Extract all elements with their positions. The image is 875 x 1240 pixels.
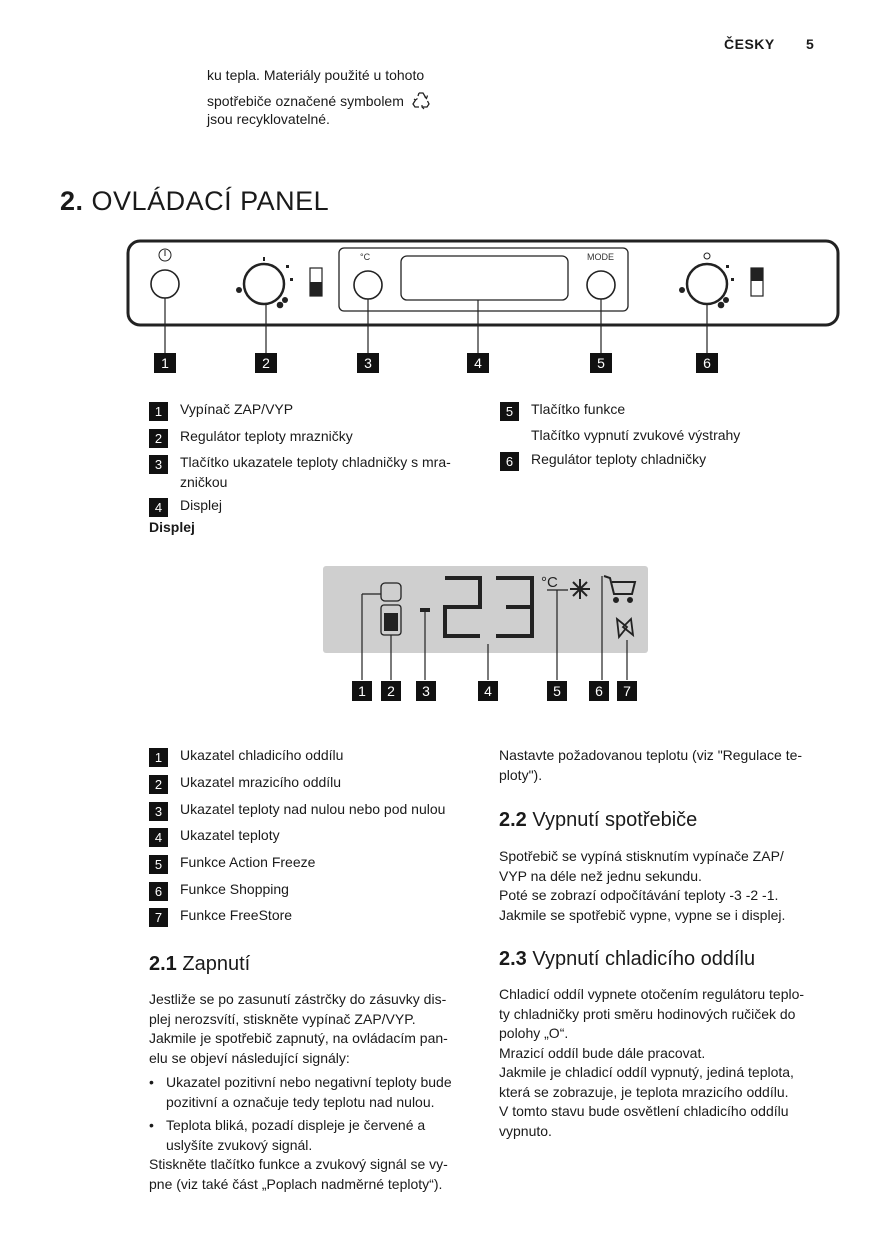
text-line: Ukazatel pozitivní nebo negativní teploty bude [166,1074,452,1090]
legend-text: Ukazatel teploty [180,827,280,843]
display-background [323,566,648,653]
action-freeze-icon [570,579,590,599]
legend-badge: 1 [149,402,168,421]
bullet-item [149,1073,479,1113]
text-line: Chladicí oddíl vypnete otočením regulátoru teplo- [499,986,805,1002]
text-line: ty chladničky proti směru hodinových ručiček do [499,1005,796,1022]
section-2-heading [60,186,329,217]
legend-badge: 4 [149,498,168,517]
panel-badge-1: 1 [154,353,176,373]
text-line: Jakmile je spotřebič zapnutý, na ovládacím pan- [149,1030,448,1046]
text-line: Spotřebič se vypíná stisknutím vypínače ZAP/ [499,848,784,864]
right-intro-paragraph [499,746,802,785]
text-line: elu se objeví následující signály: [149,1049,350,1066]
display-badge-7: 7 [617,681,637,701]
panel-badge-4: 4 [467,353,489,373]
legend-badge: 3 [149,802,168,821]
section-2-1-heading [149,953,250,976]
legend-text: Funkce Shopping [180,881,289,897]
legend-text: Ukazatel teploty nad nulou nebo pod nulou [180,801,446,817]
legend-text: Ukazatel chladicího oddílu [180,747,344,763]
legend-text: Regulátor teploty mrazničky [180,428,353,444]
display-badge-5: 5 [547,681,567,701]
minus-sign-indicator [420,608,430,612]
display-badge-6: 6 [589,681,609,701]
text-line: Jestliže se po zasunutí zástrčky do zásuvky dis- [149,991,447,1007]
header-language: ČESKY [724,36,775,52]
text-line: pozitivní a označuje tedy teplotu nad nulou. [166,1093,435,1110]
legend-badge: 2 [149,429,168,448]
section-2-title: OVLÁDACÍ PANEL [91,186,330,216]
text-line: vypnuto. [499,1122,552,1139]
section-2-3-heading [499,948,755,971]
legend-text: Ukazatel mrazicího oddílu [180,774,342,790]
panel-badge-6: 6 [696,353,718,373]
section-2-3-number: 2.3 [499,948,527,970]
mode-button [587,271,615,299]
section-2-2-paragraph [499,847,785,925]
display-badge-3: 3 [416,681,436,701]
text-line: Jakmile se spotřebič vypne, vypne se i displej. [499,906,786,923]
legend-text-cont: zničkou [180,474,228,490]
text-line: pne (viz také část „Poplach nadměrné teploty“). [149,1175,443,1192]
text-line: ploty"). [499,766,543,783]
freezer-dial-indicator [310,268,322,296]
text-line: uslyšíte zvukový signál. [166,1136,313,1153]
celsius-label: °C [360,252,371,262]
text-line: která se zobrazuje, je teplota mrazicího oddílu. [499,1083,789,1100]
text-line: VYP na déle než jednu sekundu. [499,867,702,884]
legend-badge: 4 [149,828,168,847]
section-2-number: 2. [60,186,84,216]
legend-text: Regulátor teploty chladničky [531,451,707,467]
text-line: Mrazicí oddíl bude dále pracovat. [499,1044,706,1061]
legend-badge: 1 [149,748,168,767]
legend-text: Vypínač ZAP/VYP [180,401,294,417]
legend-badge: 7 [149,908,168,927]
panel-badge-5: 5 [590,353,612,373]
intro-line-3: jsou recyklovatelné. [207,111,330,127]
bullet-dot: • [149,1117,154,1133]
intro-line-1: ku tepla. Materiály použité u tohoto [207,67,425,83]
section-2-2-number: 2.2 [499,809,527,831]
power-button [151,270,179,298]
mode-label: MODE [587,252,614,262]
section-2-3-title: Vypnutí chladicího oddílu [532,948,756,970]
text-line: Jakmile je chladicí oddíl vypnutý, jediná teplota, [499,1064,794,1080]
legend-badge: 6 [500,452,519,471]
fridge-dial-indicator [751,268,763,296]
section-2-1-number: 2.1 [149,953,177,975]
text-line: polohy „O“. [499,1025,569,1041]
bullet-text [166,1116,425,1155]
section-2-1-title: Zapnutí [182,953,251,975]
display-badge-4: 4 [478,681,498,701]
legend-text: Tlačítko funkce [531,401,626,417]
panel-badge-2: 2 [255,353,277,373]
section-2-1-paragraph-2 [149,1155,448,1194]
legend-text: Tlačítko ukazatele teploty chladničky s mra- [180,454,451,470]
section-2-1-paragraph-1 [149,990,448,1068]
section-2-2-heading [499,809,697,832]
text-line: plej nerozsvítí, stiskněte vypínač ZAP/VYP. [149,1010,416,1027]
text-line: Nastavte požadovanou teplotu (viz "Regulace te- [499,747,803,763]
panel-display-window [401,256,568,300]
intro-line-2-text: spotřebiče označené symbolem [207,93,404,109]
legend-text: Displej [180,497,223,513]
text-line: V tomto stavu bude osvětlení chladicího oddílu [499,1103,789,1119]
text-line: Teplota bliká, pozadí displeje je červené a [166,1117,426,1133]
intro-line-2 [207,90,431,112]
recycle-icon [411,90,431,110]
panel-badge-3: 3 [357,353,379,373]
display-badge-1: 1 [352,681,372,701]
display-unit: °C [541,574,558,591]
legend-badge: 6 [149,882,168,901]
section-2-2-title: Vypnutí spotřebiče [532,809,698,831]
legend-text: Funkce Action Freeze [180,854,316,870]
bullet-item [149,1116,479,1156]
section-2-3-paragraph [499,985,804,1141]
page-number: 5 [806,36,815,52]
bullet-dot: • [149,1074,154,1090]
legend-text-cont: Tlačítko vypnutí zvukové výstrahy [531,427,741,443]
legend-badge: 3 [149,455,168,474]
display-badge-2: 2 [381,681,401,701]
text-line: Stiskněte tlačítko funkce a zvukový signál se vy- [149,1156,448,1172]
legend-badge: 5 [500,402,519,421]
temperature-button [354,271,382,299]
bullet-text [166,1073,452,1112]
legend-text: Funkce FreeStore [180,907,293,923]
text-line: Poté se zobrazí odpočítávání teploty -3 -2 -1. [499,887,779,903]
display-heading: Displej [149,519,195,535]
legend-badge: 5 [149,855,168,874]
legend-badge: 2 [149,775,168,794]
